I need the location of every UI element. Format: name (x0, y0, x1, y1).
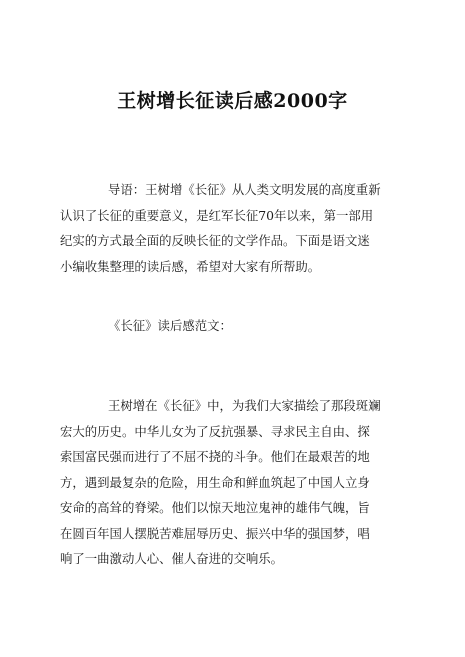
intro-line: 纪实的方式最全面的反映长征的文学作品。下面是语文迷 (60, 233, 370, 248)
body-line: 在圆百年国人摆脱苦难屈辱历史、振兴中华的强国梦，唱 (60, 525, 370, 541)
body-line: 王树增在《长征》中，为我们大家描绘了那段斑斓 (108, 398, 381, 413)
document-title: 王树增长征读后感2000字 (117, 90, 348, 112)
body-line: 方，遇到最复杂的危险，用生命和鲜血筑起了中国人立身 (60, 474, 370, 490)
section-heading-paragraph (60, 313, 412, 339)
body-line: 宏大的历史。中华儿女为了反抗强暴、寻求民主自由、探 (60, 423, 370, 439)
body-paragraph (60, 393, 412, 572)
intro-paragraph (60, 177, 412, 279)
intro-line: 导语：王树增《长征》从人类文明发展的高度重新 (108, 182, 381, 197)
body-line: 安命的高耸的脊梁。他们以惊天地泣鬼神的雄伟气魄，旨 (60, 500, 370, 515)
body-line: 索国富民强而进行了不屈不挠的斗争。他们在最艰苦的地 (60, 449, 370, 464)
intro-line: 小编收集整理的读后感，希望对大家有所帮助。 (60, 258, 321, 274)
section-heading: 《长征》读后感范文： (108, 318, 232, 333)
intro-line: 认识了长征的重要意义，是红军长征70年以来，第一部用 (60, 207, 374, 223)
body-line: 响了一曲激动人心、催人奋进的交响乐。 (60, 551, 284, 566)
